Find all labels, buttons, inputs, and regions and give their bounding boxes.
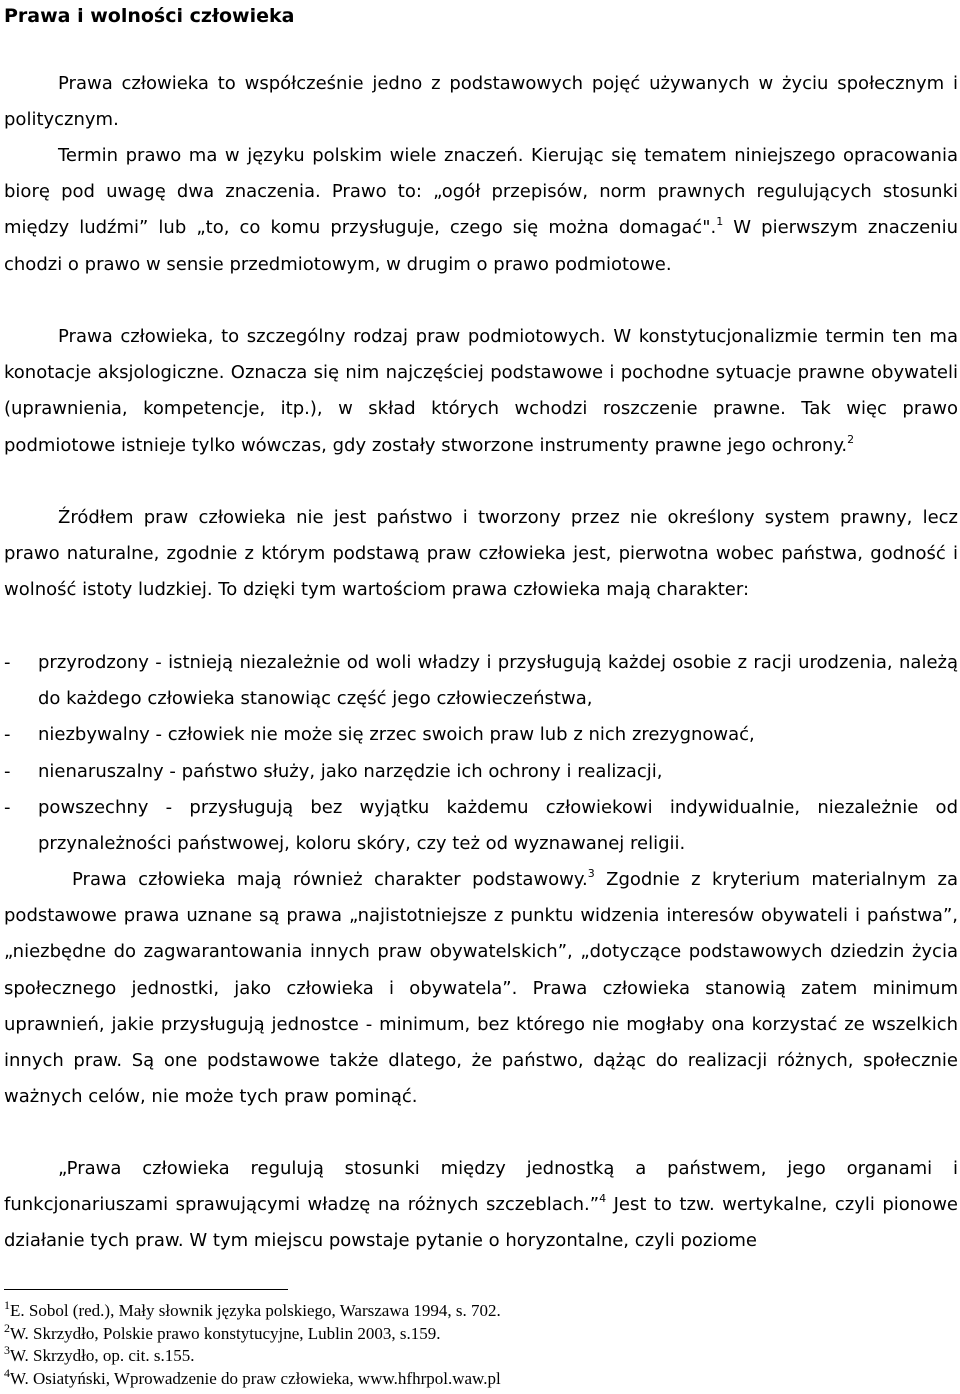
footnote-ref-3[interactable]: 3 bbox=[587, 866, 595, 880]
paragraph-intro: Prawa człowieka to współcześnie jedno z podstawowych pojęć używanych w życiu społecznym i politycznym. bbox=[4, 73, 958, 131]
footnote-number: 4 bbox=[4, 1365, 10, 1380]
list-dash: - bbox=[4, 652, 11, 673]
footnote-number: 1 bbox=[4, 1297, 10, 1312]
footnote-item: $^1$E. Sobol (red.), Mały słownik języka polskiego, Warszawa 1994, s. 702. bbox=[4, 1297, 501, 1320]
list-dash: - bbox=[4, 724, 11, 746]
footnote-item: $^4$W. Osiatyński, Wprowadzenie do praw człowieka, www.hfhrpol.waw.pl bbox=[4, 1365, 501, 1388]
paragraph-vertical-effect: „Prawa człowieka regulują stosunki między jednostką a państwem, jego organami i funkcjonariuszami sprawującymi władzę na różnych szczeblach.”$^4$ Jest to tzw. wertykalne, czyli pionowe działanie tych praw. W tym miejscu powstaje pytanie o horyzontalne, czyli poziome bbox=[4, 1158, 958, 1252]
characteristics-list bbox=[4, 645, 958, 862]
paragraph-fundamental-character: Prawa człowieka mają również charakter podstawowy.$^3$ Zgodnie z kryterium materialnym za podstawowe prawa uznane są prawa „najistotniejsze z punktu widzenia interesów obywateli i państwa”, „niezbędne do zagwarantowania innych praw obywatelskich”, „dotyczące podstawowych dziedzin życia społecznego jednostki, jako człowieka i obywatela”. Prawa człowieka stanowią zatem minimum uprawnień, jakie przysługują jednostce - minimum, bez którego nie mogłaby ona korzystać ze wszelkich innych praw. Są one podstawowe także dlatego, że państwo, dążąc do realizacji różnych, społecznie ważnych celów, nie może tych praw pominąć. bbox=[4, 866, 958, 1108]
footnote-item: $^3$W. Skrzydło, op. cit. s.155. bbox=[4, 1342, 195, 1365]
footnote-ref-2[interactable]: 2 bbox=[847, 432, 855, 446]
list-item: - przyrodzony - istnieją niezależnie od woli władzy i przysługują każdej osobie z racji urodzenia, należą do każdego człowieka stanowiąc część jego człowieczeństwa, bbox=[4, 645, 958, 717]
footnote-ref-4[interactable]: 4 bbox=[599, 1191, 607, 1205]
footnote-item: $^2$W. Skrzydło, Polskie prawo konstytucyjne, Lublin 2003, s.159. bbox=[4, 1320, 441, 1343]
footnote-separator bbox=[4, 1289, 288, 1290]
paragraph-subjective-rights: Prawa człowieka, to szczególny rodzaj praw podmiotowych. W konstytucjonalizmie termin ten ma konotacje aksjologiczne. Oznacza się nim najczęściej podstawowe i pochodne sytuacje prawne obywateli (uprawnienia, kompetencje, itp.), w skład których wchodzi roszczenie prawne. Tak więc prawo podmiotowe istnieje tylko wówczas, gdy zostały stworzone instrumenty prawne jego ochrony.$^2$ bbox=[4, 326, 958, 456]
list-dash: - bbox=[4, 796, 11, 818]
list-dash: - bbox=[4, 760, 11, 782]
list-item: - niezbywalny - człowiek nie może się zrzec swoich praw lub z nich zrezygnować, bbox=[4, 717, 958, 753]
footnote-number: 2 bbox=[4, 1320, 10, 1335]
paragraph-source-of-rights: Źródłem praw człowieka nie jest państwo i tworzony przez nie określony system prawny, lecz prawo naturalne, zgodnie z którym podstawą praw człowieka jest, pierwotna wobec państwa, godność i wolność istoty ludzkiej. To dzięki tym wartościom prawa człowieka mają charakter: bbox=[4, 507, 958, 601]
document-title: Prawa i wolności człowieka bbox=[4, 5, 295, 27]
footnote-number: 3 bbox=[4, 1342, 10, 1357]
footnote-ref-1[interactable]: 1 bbox=[716, 215, 724, 229]
list-item: - powszechny - przysługują bez wyjątku każdemu człowiekowi indywidualnie, niezależnie od przynależności państwowej, koloru skóry, czy też od wyznawanej religii. bbox=[4, 790, 958, 862]
footnotes bbox=[4, 1297, 944, 1390]
list-item: - nienaruszalny - państwo służy, jako narzędzie ich ochrony i realizacji, bbox=[4, 754, 958, 790]
paragraph-term-definition: Termin prawo ma w języku polskim wiele znaczeń. Kierując się tematem niniejszego opracowania biorę pod uwagę dwa znaczenia. Prawo to: „ogół przepisów, norm prawnych regulujących stosunki między ludźmi” lub „to, co komu przysługuje, czego się można domagać".$^1$ W pierwszym znaczeniu chodzi o prawo w sensie przedmiotowym, w drugim o prawo podmiotowe. bbox=[4, 145, 958, 275]
